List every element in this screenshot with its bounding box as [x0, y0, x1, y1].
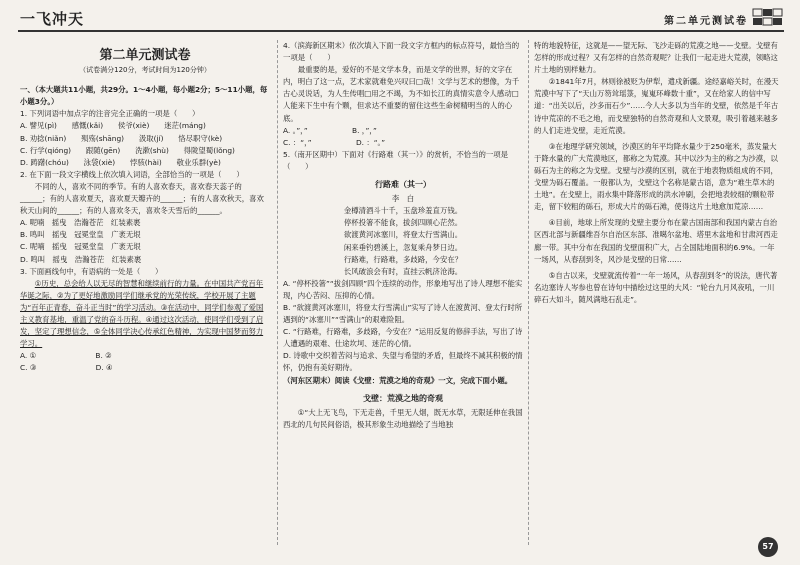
option: C. ③ D. ④	[20, 363, 113, 373]
page-number: 57	[758, 537, 778, 557]
poem-author: 李 白	[391, 194, 415, 204]
exam-title: 第二单元测试卷	[99, 48, 191, 63]
passage: 最重要的是，爱好的不是文学本身，而是文学的世界，好的文字在内，明白了这一点，艺术家就难免兴叹曰□哉！文学与艺术的想像，为千古心灵说话，为人生传唱□用之不竭，为不如长江的真情实意令人感动□人能来下生中有个颗，但求达不重要的留住这些生命树精明当的人的心底。	[283, 65, 520, 123]
option: C. 呢喃 摇曳 冠冕堂皇 广袤无垠	[20, 242, 141, 252]
passage: 特的地貌特征，这就是——望无际、飞沙走砾的荒漠之地——戈壁。戈壁有怎样的形成过程？又有怎样的自然奇观呢？让我们一起走进大荒漠，领略这片土地的别样魅力。	[534, 41, 778, 75]
exam-subtitle: （试卷满分120分，考试时间为120分钟）	[79, 66, 211, 75]
option: A. 呢喃 摇曳 浩瀚苍茫 红装素裹	[20, 218, 141, 228]
column-1	[20, 40, 270, 374]
poem-line: 长风破浪会有时，直挂云帆济沧海。	[343, 266, 463, 276]
option: D. 鸣叫 摇曳 浩瀚苍茫 红装素裹	[20, 254, 142, 264]
passage: ①“大上无飞鸟，下无走兽，千里无人烟，既无水草，无限延伸在我国西北的几句民间俗语，极其形象生动地描绘了当地独	[283, 407, 523, 429]
column-2	[283, 40, 523, 431]
option: D. 诗歌中交织着苦闷与追求、失望与希望的矛盾，但最终不减其积极的情怀，仍抱有美好期待。	[283, 351, 523, 373]
section-heading: 一、（本大题共11小题，共29分。1～4小题，每小题2分；5～11小题，每小题3分。）	[20, 85, 268, 107]
question-2: 2. 在下面一段文字横线上依次填入词语，全部恰当的一项是（ ）	[20, 169, 244, 179]
passage: ⑤自古以来，戈壁就流传着“一年一场风，从春刮到冬”的说法，唐代著名边塞诗人岑参也曾在诗句中描绘过这里的大风：“轮台九月风夜吼，一川碎石大如斗，随风满地石乱走”。	[534, 270, 778, 304]
option: B. 鸣叫 摇曳 冠冕堂皇 广袤无垠	[20, 230, 141, 240]
option: A. “停杯投箸”“拔剑四顾”四个连续的动作，形象地写出了诗人理想不能实现，内心苦闷、压抑的心情。	[283, 278, 523, 300]
header-divider	[18, 30, 784, 32]
passage: ①历史，总会给人以无尽的智慧和继续前行的力量。在中国共产党百年华诞之际，②为了更好地激励同学们继承党的光荣传统，学校开展了主题为“百年正青春，奋斗正当时”的学习活动。③在活动中，同学们参观了爱国主义教育基地，重温了党的奋斗历程。④通过这次活动，使同学们受到了启发，坚定了理想信念，⑤全体同学决心传承红色精神，为实现中国梦而努力学习。	[20, 278, 264, 349]
passage: 不同的人，喜欢不同的季节。有的人喜欢春天，喜欢春天蕊子的______；有的人喜欢夏天，喜欢夏天瓣卉的______；有的人喜欢秋天，喜欢秋天山间的______；有的人喜欢冬天，喜欢冬天雪后的______。	[20, 181, 264, 216]
question-3: 3. 下面画线句中，有语病的一处是（ ）	[20, 266, 163, 276]
option: B. “欲渡黄河冰塞川，将登太行雪满山”实写了诗人在渡黄河、登太行时所遇到的“冰塞川”“雪满山”的艰难险阻。	[283, 302, 523, 325]
reading-intro: （河东区期末）阅读《戈壁：荒漠之地的奇观》一文，完成下面小题。	[283, 375, 513, 385]
option: C. 行学(qióng) 跟随(gēn) 洗漱(shù) 得陇望蜀(lǒng)	[20, 145, 235, 155]
question-5: 5.（南开区期中）下面对《行路难（其一）》的赏析，不恰当的一项是（ ）	[283, 149, 509, 171]
column-3	[534, 40, 780, 306]
option: A. 譬见(pì) 感慨(kǎi) 侯爷(xiè) 迷茫(máng)	[20, 121, 206, 131]
poem-line: 金樽清酒斗十千，玉盘珍羞直万钱。	[343, 206, 463, 216]
passage: ②1841年7月，林则徐被贬为伊犁，遣戍新疆。途经嘉峪关时，在漫天荒漠中写下了“天山万笏耸瑶箓，嵬嵬环峰数十重”，又在给家人的信中写道：“出关以后，沙多而石少”……今人大多以为当年的戈壁，依然是千年古诗中荒凉的不毛之地，而戈壁独特的自然奇观和人文景观，吸引着越来越多的人们走进戈壁，走近荒漠。	[534, 77, 779, 135]
poem-line: 欲渡黄河冰塞川，将登太行雪满山。	[343, 230, 463, 240]
passage: ④目前，地球上所发现的戈壁主要分布在蒙古国南部和我国内蒙古自治区西北部与新疆维吾尔自治区东部、准噶尔盆地、塔里木盆地和甘肃河西走廊一带。其中分布在我国的戈壁面积广大，占全国陆地面积的6.9%。一年一场风，从春刮到冬，风沙是戈壁的日常……	[534, 218, 778, 264]
header-title: 第二单元测试卷	[664, 16, 748, 27]
option: C. “行路难，行路难，多歧路，今安在？”运用反复的修辞手法，写出了诗人遭遇的艰难、仕途坎坷、迷茫的心情。	[283, 327, 523, 349]
question-1: 1. 下列词语中加点字的注音完全正确的一项是（ ）	[20, 109, 200, 119]
option: A. ① B. ②	[20, 351, 112, 361]
column-divider	[528, 40, 529, 545]
option: D. 踌躇(chóu) 泳袋(xiè) 悖骇(hài) 敬业乐群(yè)	[20, 157, 221, 167]
option: C. ：“，” D. ：“。”	[283, 137, 386, 147]
poem-line: 停杯投箸不能食，拔剑四顾心茫然。	[343, 218, 463, 228]
grid-decoration-icon	[752, 8, 784, 26]
poem-title: 行路难（其一）	[375, 180, 431, 190]
poem-line: 行路难，行路难，多歧路，今安在？	[343, 254, 463, 264]
poem-line: 闲来垂钓碧溪上，忽复乘舟梦日边。	[343, 242, 463, 252]
brand-logo: 一飞冲天	[20, 10, 85, 28]
question-4: 4.（滨海新区期末）依次填入下面一段文字方框内的标点符号，最恰当的一项是（ ）	[283, 41, 520, 63]
option: A. 。”，” B. ，”，”	[283, 125, 377, 135]
passage: ③在地理学研究领域，沙漠区的年平均降水量少于250毫米，蒸发量大于降水量的广大荒漠地区，都称之为荒漠。其中以沙为主的称之为沙漠，以砾石为主的称之为戈壁。戈壁与沙漠的区别，就在于地表物质组成的不同，戈壁为砾石覆盖。一般都认为，戈壁这个名称是蒙古语，意为“难生草木的土地”。在戈壁上，雨水集中降落形成的洪水冲刷，会把地表较细的颗粒带走，留下较粗的砾石，形成大片的砾石滩，使得这片土地愈加荒凉……	[534, 141, 778, 212]
column-divider	[277, 40, 278, 545]
article-title: 戈壁：荒漠之地的奇观	[363, 393, 443, 403]
option: B. 劝捻(niǎn) 殒殇(shāng) 汲取(jí) 恪尽职守(kè)	[20, 133, 223, 143]
